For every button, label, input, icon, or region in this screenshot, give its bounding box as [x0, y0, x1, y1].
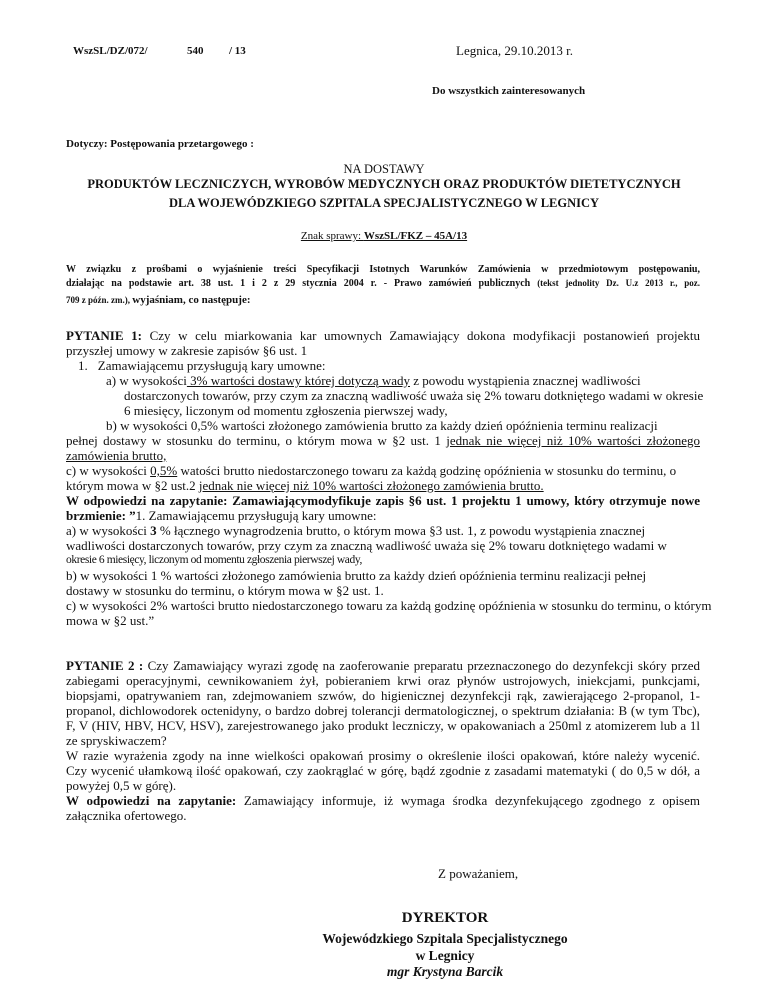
- q2-text1: Czy Zamawiający wyrazi zgodę na zaoferowanie preparatu przeznaczonego do dezynfekcji skóry przed: [143, 658, 700, 673]
- q1-l4b: z powodu wystąpienia znacznej wadliwości: [410, 373, 641, 388]
- q1-l11a: którym mowa w §2 ust.2: [66, 478, 199, 493]
- q2-block: [66, 658, 700, 798]
- a1-block: [66, 493, 712, 628]
- closing: Z poważaniem,: [438, 866, 519, 881]
- q1-l10u: 0,5%: [150, 463, 178, 478]
- q1-line5: dostarczonych towarów, przy czym za znaczną wadliwość uważa się 2% towaru dotkniętego wadami w okresie: [124, 388, 704, 403]
- q1-line6: 6 miesięcy, liczonym od momentu zgłoszenia pierwszej wady,: [124, 403, 448, 418]
- a1-l3b: % łącznego wynagrodzenia brutto, o którym mowa §3 ust. 1, z powodu wystąpienia znacznej: [156, 523, 646, 538]
- q1-l10a: c) w wysokości: [66, 463, 151, 478]
- a2-text1: Zamawiający informuje, iż wymaga środka dezynfekującego zgodnego z opisem: [236, 793, 700, 808]
- q2-label: PYTANIE 2 :: [66, 658, 144, 673]
- q1-line1: [66, 328, 700, 343]
- ref-number: 540: [187, 45, 204, 57]
- q1-l11u: jednak nie więcej niż 10% wartości złożonego zamówienia brutto.: [198, 478, 544, 493]
- case-ref: [0, 229, 768, 243]
- a2-line2: załącznika ofertowego.: [66, 808, 187, 823]
- intro-line2-main: działając na podstawie art. 38 ust. 1 i 2 z 29 stycznia 2004 r. - Prawo zamówień publicznych: [66, 278, 538, 289]
- q2-line9: powyżej 0,5 w górę).: [66, 778, 177, 793]
- title-line3: DLA WOJEWÓDZKIEGO SZPITALA SPECJALISTYCZNEGO W LEGNICY: [168, 196, 600, 210]
- case-ref-label: Znak sprawy:: [300, 230, 364, 242]
- q1-l8u: jednak nie więcej niż 10% wartości złożonego: [446, 433, 700, 448]
- q1-line7: b) w wysokości 0,5% wartości złożonego zamówienia brutto za każdy dzień opóźnienia terminu realizacji: [106, 418, 658, 433]
- q1-l4u: 3% wartości dostawy której dotyczą wady: [186, 373, 410, 388]
- intro-line2: [66, 278, 700, 289]
- subject-label: Dotyczy: [66, 138, 104, 150]
- a2-block: [66, 793, 700, 825]
- signature-city: w Legnicy: [415, 948, 475, 963]
- a1-line9: mowa w §2 ust.”: [66, 613, 155, 628]
- q2-line3: biopsjami, opatrywaniem ran, zdejmowaniem szwów, do higienicznej dezynfekcji rąk, zawierającego 2-propanol, 1-: [66, 688, 700, 703]
- ref-suffix: / 13: [229, 45, 246, 57]
- a1-line7: dostawy w stosunku do terminu, o którym mowa w §2 ust. 1.: [66, 583, 384, 598]
- intro-line3: [66, 290, 251, 308]
- q2-line5: F, V (HIV, HBV, HCV, HSV), zarejestrowanego jako produkt leczniczy, w opakowaniach a 250ml z atomizerem lub a 1l: [66, 718, 700, 733]
- a1-l3num: 3: [150, 523, 157, 538]
- a1-line2: [66, 508, 376, 523]
- q2-line8: Czy wycenić ułamkową ilość opakowań, czy zaokrąglać w górę, bądź zgodnie z zasadami matematyki ( do 0,5 w dół, a: [66, 763, 700, 778]
- q1-block-b: [66, 463, 700, 495]
- q1-line8: [66, 433, 700, 448]
- a1-line8: c) w wysokości 2% wartości brutto niedostarczonego towaru za każdą godzinę opóźnienia w stosunku do terminu, o którym: [66, 598, 712, 613]
- intro-line3-note: 709 z późn. zm.),: [66, 295, 133, 305]
- signature-org: Wojewódzkiego Szpitala Specjalistycznego: [322, 931, 568, 946]
- a1-line6: b) w wysokości 1 % wartości złożonego zamówienia brutto za każdy dzień opóźnienia terminu realizacji pełnej: [66, 568, 647, 583]
- intro-line2-note: (tekst jednolity Dz. U.z 2013 r., poz.: [537, 278, 700, 288]
- a2-label: W odpowiedzi na zapytanie:: [66, 793, 237, 808]
- q1-item-text: Zamawiającemu przysługują kary umowne:: [97, 358, 326, 373]
- q1-l10b: watości brutto niedostarczonego towaru za każdą godzinę opóźnienia w stosunku do terminu, o: [177, 463, 677, 478]
- q1-l4a: a) w wysokości: [106, 373, 187, 388]
- q2-line4: propanol, dichlowodorek octenidyny, o bardzo dobrej tolerancji dermatologicznej, o spektrum działania: B (w tym Tbc),: [66, 703, 700, 718]
- q1-line11: [66, 478, 544, 493]
- q1-label: PYTANIE 1:: [66, 328, 142, 343]
- q1-line2: przyszłej umowy w zakresie zapisów §6 ust. 1: [66, 343, 308, 358]
- a1-label-end: brzmienie: ”: [66, 508, 136, 523]
- q1-line4: [106, 373, 641, 388]
- a1-line1: W odpowiedzi na zapytanie: Zamawiającymodyfikuje zapis §6 ust. 1 projektu 1 umowy, który otrzymuje nowe: [66, 493, 700, 508]
- intro-line3-main: wyjaśniam, co następuje:: [132, 294, 251, 306]
- a2-line1: [66, 793, 700, 808]
- q2-line2: zabiegami operacyjnymi, cewnikowaniem żył, pobieraniem krwi oraz płynów ustrojowych, iniekcjami, punkcjami,: [66, 673, 700, 688]
- case-ref-value: WszSL/FKZ – 45A/13: [363, 230, 468, 242]
- signature-title: DYREKTOR: [401, 910, 489, 926]
- addressee: Do wszystkich zainteresowanych: [432, 85, 586, 97]
- q1-line9: zamówienia brutto,: [66, 448, 167, 463]
- q1-block: [66, 328, 704, 468]
- q1-text1: Czy w celu miarkowania kar umownych Zamawiający dokona modyfikacji postanowień projektu: [141, 328, 700, 343]
- a1-line5: okresie 6 miesięcy, liczonym od momentu zgłoszenia pierwszej wady,: [66, 554, 362, 566]
- title-line1: NA DOSTAWY: [343, 162, 425, 176]
- subject-line: [66, 137, 254, 151]
- q2-line6: ze spryskiwaczem?: [66, 733, 167, 748]
- signature-name: mgr Krystyna Barcik: [386, 964, 504, 979]
- q1-line10: [66, 463, 676, 478]
- place-date: Legnica, 29.10.2013 r.: [456, 43, 573, 58]
- q1-line3: [78, 358, 326, 373]
- q1-l8a: pełnej dostawy w stosunku do terminu, o którym mowa w §2 ust. 1: [66, 433, 447, 448]
- q2-line7: W razie wyrażenia zgody na inne wielkości opakowań prosimy o określenie ilości opakowań, które należy wycenić.: [66, 748, 700, 763]
- intro-line1: W związku z prośbami o wyjaśnienie treści Specyfikacji Istotnych Warunków Zamówienia w przedmiotowym postępowaniu,: [66, 264, 700, 275]
- a1-line3: [66, 523, 645, 538]
- a1-line4: wadliwości dostarczonych towarów, przy czym za znaczną wadliwość uważa się 2% towaru dotkniętego wadami w: [66, 538, 667, 553]
- title-line2: PRODUKTÓW LECZNICZYCH, WYROBÓW MEDYCZNYCH ORAZ PRODUKTÓW DIETETYCZNYCH: [87, 177, 681, 191]
- ref-prefix: WszSL/DZ/072/: [73, 45, 148, 57]
- subject-text: : Postępowania przetargowego :: [103, 138, 254, 150]
- q1-item-number: 1.: [78, 358, 88, 373]
- q2-line1: [66, 658, 700, 673]
- a1-l3a: a) w wysokości: [66, 523, 151, 538]
- a1-text2: 1. Zamawiającemu przysługują kary umowne:: [135, 508, 377, 523]
